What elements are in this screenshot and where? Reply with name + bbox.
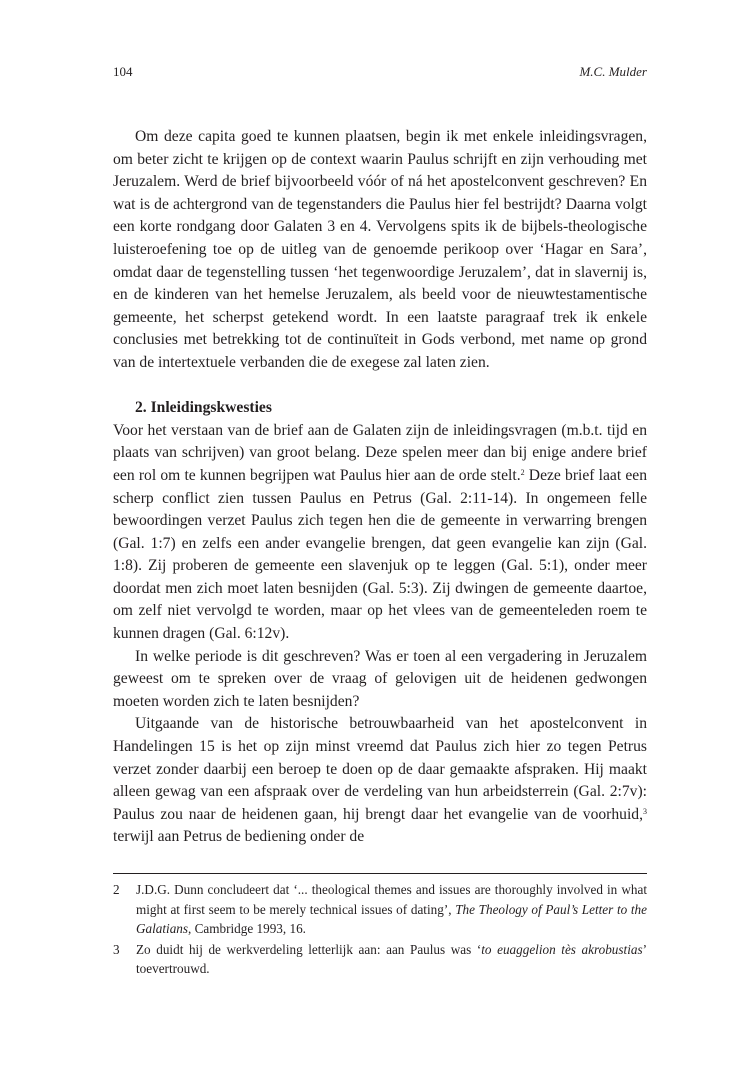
footnote-text: Zo duidt hij de werkverdeling letterlijk aan: aan Paulus was ‘ (136, 941, 482, 957)
paragraph-text: Voor het verstaan van de brief aan de Galaten zijn de inleidingsvragen (m.b.t. tijd en plaats van schrijven) van groot belang. Deze spelen meer dan bij enige andere brief een rol om te kunnen begrijpen wat Paulus hier aan de orde stelt. (113, 421, 647, 484)
footnote-book-title: The Theology of Paul’s Letter to the Galatians (136, 901, 647, 936)
main-text (113, 126, 647, 849)
page-number: 104 (113, 64, 133, 79)
paragraph-text: Deze brief laat een scherp conflict zien tussen Paulus en Petrus (Gal. 2:11-14). In ongemeen felle bewoordingen verzet Paulus zich tegen hen die de gemeente in verwarring brengen (Gal. 1:7) en zelfs een ander evangelie brengen, dat geen evangelie kan zijn (Gal. 1:8). Zij proberen de gemeente een slavenjuk op te leggen (Gal. 5:1), onder meer doordat men zich moet laten besnijden (Gal. 5:3). Zij dwingen de gemeente daartoe, om zelf niet vervolgd te worden, maar op het vlees van de gemeenteleden roem te kunnen dragen (Gal. 6:12v). (113, 466, 648, 643)
footnote-text: , Cambridge 1993, 16. (188, 921, 306, 936)
footnote-reference[interactable]: 3 (643, 806, 647, 816)
footnote-text: J.D.G. Dunn concludeert dat ‘... theological themes and issues are thoroughly involved in what might at first seem to be merely technical issues of dating’, (136, 882, 647, 917)
running-header-author: M.C. Mulder (579, 64, 647, 79)
paragraph-text: terwijl aan Petrus de bediening onder de (113, 828, 365, 846)
footnote-divider (113, 873, 647, 874)
running-header (113, 64, 647, 84)
footnote-number: 3 (113, 941, 120, 957)
section-heading: 2. Inleidingskwesties (135, 399, 272, 417)
footnote (113, 880, 647, 939)
footnote-reference[interactable]: 2 (520, 467, 525, 477)
book-page (113, 0, 647, 1068)
paragraph-period-question: In welke periode is dit geschreven? Was er toen al een vergadering in Jeruzalem geweest om te spreken over de vraag of gelovigen uit de heidenen gedwongen moeten worden zich te laten besnijden? (113, 647, 647, 710)
intro-paragraph: Om deze capita goed te kunnen plaatsen, begin ik met enkele inleidingsvragen, om beter zicht te krijgen op de context waarin Paulus schrijft en zijn verhouding met Jeruzalem. Werd de brief bijvoorbeeld vóór of ná het apostelconvent geschreven? En wat is de achtergrond van de tegenstanders die Paulus hier fel bestrijdt? Daarna volgt een korte rondgang door Galaten 3 en 4. Vervolgens spits ik de bijbels-theologische luisteroefening toe op de uitleg van de genoemde perikoop over ‘Hagar en Sara’, omdat daar de tegenstelling tussen ‘het tegenwoordige Jeruzalem’, dat in slavernij is, en de kinderen van het hemelse Jeruzalem, als beeld voor de nieuwtestamentische gemeente, het scherpst getekend wordt. In een laatste paragraaf trek ik enkele conclusies met betrekking tot de continuïteit in Gods verbond, met name op grond van de intertextuele verbanden die de exegese zal laten zien. (113, 128, 647, 371)
footnote-text: ’ toevertrouwd. (136, 941, 647, 976)
paragraph-apostle-convent (113, 713, 647, 849)
paragraph-introduction-questions (113, 420, 647, 646)
footnote (113, 940, 647, 979)
footnote-greek-phrase: to euaggelion tès akrobustias (481, 941, 643, 957)
footnote-number: 2 (113, 882, 120, 897)
footnotes (113, 880, 647, 979)
paragraph-text: Uitgaande van de historische betrouwbaarheid van het apostelconvent in Handelingen 15 is het op zijn minst vreemd dat Paulus zich hier zo tegen Petrus verzet zonder daarbij een beroep te doen op de daar gemaakte afspraken. Hij maakt alleen gewag van een afspraak over de verdeling van hun arbeidsterrein (Gal. 2:7v): Paulus zou naar de heidenen gaan, hij brengt daar het evangelie van de voorhuid, (113, 715, 647, 823)
